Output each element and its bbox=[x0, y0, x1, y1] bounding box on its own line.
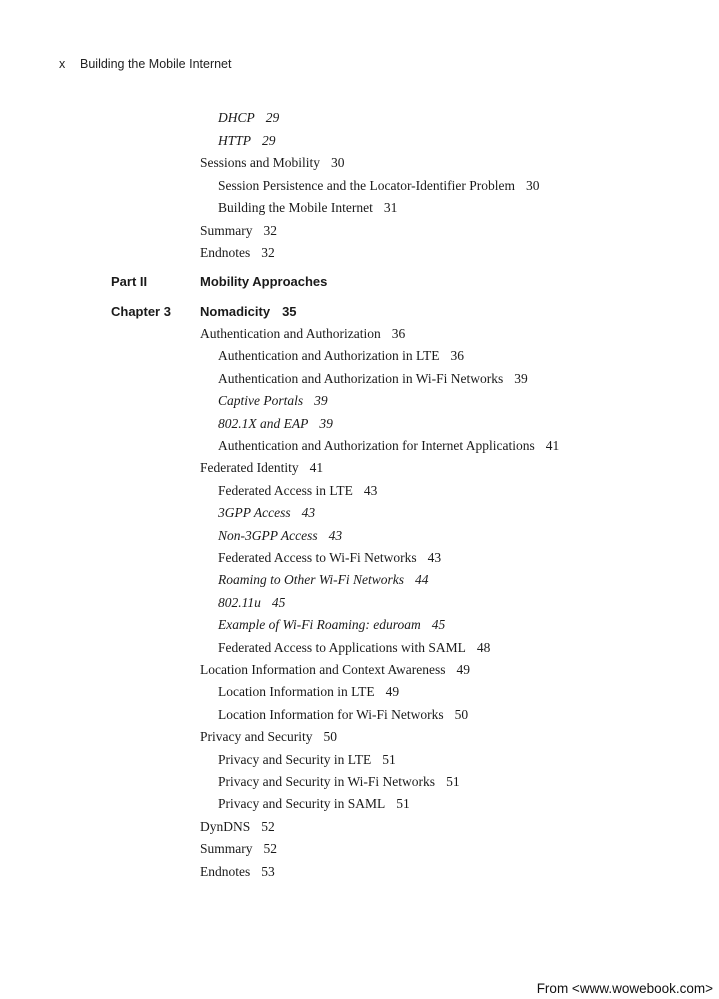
toc-entry-title: Building the Mobile Internet bbox=[218, 200, 373, 215]
toc-entry-title: Authentication and Authorization in Wi-Fi Networks bbox=[218, 370, 504, 386]
toc-entry-page: 30 bbox=[331, 155, 345, 170]
toc-entry[interactable] bbox=[218, 414, 333, 434]
chapter-label: Chapter 3 bbox=[111, 304, 171, 319]
page-number: x bbox=[59, 57, 66, 71]
part-title: Mobility Approaches bbox=[200, 274, 328, 289]
toc-entry-page: 44 bbox=[415, 572, 429, 588]
toc-entry-title: Endnotes bbox=[200, 863, 251, 879]
toc-entry[interactable] bbox=[218, 436, 559, 456]
toc-entry-title: Authentication and Authorization in LTE bbox=[218, 348, 440, 364]
toc-entry[interactable] bbox=[218, 772, 460, 792]
toc-entry-title: HTTP bbox=[218, 132, 252, 148]
toc-entry-page: 30 bbox=[526, 177, 540, 193]
toc-entry-title: Federated Access in LTE bbox=[218, 482, 353, 498]
toc-entry-title: Authentication and Authorization for Internet Applications bbox=[218, 438, 535, 453]
toc-entry-title: Sessions and Mobility bbox=[200, 155, 321, 170]
toc-entry-page: 45 bbox=[431, 617, 446, 633]
toc-entry[interactable] bbox=[200, 839, 277, 859]
toc-entry[interactable] bbox=[200, 153, 345, 173]
toc-entry[interactable] bbox=[200, 862, 275, 882]
toc-entry[interactable] bbox=[218, 548, 441, 568]
toc-entry[interactable] bbox=[218, 638, 490, 658]
toc-entry-page: 39 bbox=[314, 393, 328, 409]
toc-entry-title: 802.11u bbox=[218, 594, 261, 610]
book-title: Building the Mobile Internet bbox=[80, 57, 232, 71]
toc-entry-title: DynDNS bbox=[200, 818, 251, 834]
toc-entry-title: Session Persistence and the Locator-Identifier Problem bbox=[218, 177, 516, 193]
toc-entry[interactable] bbox=[218, 682, 399, 702]
toc-entry-title: 802.1X and EAP bbox=[218, 415, 309, 431]
toc-entry[interactable] bbox=[218, 131, 276, 151]
toc-entry-page: 29 bbox=[265, 110, 280, 125]
toc-entry[interactable] bbox=[218, 369, 528, 389]
toc-entry[interactable] bbox=[200, 817, 275, 837]
toc-entry-title: Federated Identity bbox=[200, 460, 299, 476]
toc-entry-page: 51 bbox=[396, 796, 410, 812]
toc-entry-page: 51 bbox=[446, 774, 460, 789]
toc-entry-page: 36 bbox=[450, 348, 464, 364]
toc-entry-page: 49 bbox=[456, 662, 470, 677]
toc-entry[interactable] bbox=[218, 503, 315, 523]
toc-entry[interactable] bbox=[200, 324, 405, 344]
toc-entry[interactable] bbox=[200, 221, 277, 241]
toc-entry-title: Location Information in LTE bbox=[218, 684, 375, 700]
toc-entry-title: Roaming to Other Wi-Fi Networks bbox=[218, 572, 404, 588]
toc-entry-title: Captive Portals bbox=[218, 393, 304, 409]
toc-entry-title: Federated Access to Applications with SAML bbox=[218, 639, 466, 655]
toc-entry-page: 41 bbox=[309, 460, 324, 476]
toc-entry[interactable] bbox=[218, 176, 540, 196]
toc-entry-page: 29 bbox=[262, 132, 276, 148]
toc-entry-title: Privacy and Security in Wi-Fi Networks bbox=[218, 774, 436, 789]
part-label: Part II bbox=[111, 274, 148, 289]
source-footer: From <www.wowebook.com> bbox=[536, 981, 713, 996]
toc-entry[interactable] bbox=[218, 108, 279, 128]
toc-entry-page: 32 bbox=[263, 222, 277, 238]
toc-entry-page: 39 bbox=[319, 415, 333, 431]
chapter-title: Nomadicity bbox=[200, 304, 271, 319]
toc-entry-page: 31 bbox=[383, 200, 398, 215]
toc-entry[interactable] bbox=[218, 198, 397, 218]
toc-entry[interactable] bbox=[218, 750, 396, 770]
toc-entry[interactable] bbox=[218, 346, 464, 366]
toc-entry-title: Privacy and Security bbox=[200, 729, 313, 745]
toc-entry-page: 51 bbox=[382, 751, 396, 767]
toc-entry[interactable] bbox=[218, 705, 468, 725]
toc-entry[interactable] bbox=[218, 526, 342, 546]
toc-entry-title: Privacy and Security in SAML bbox=[218, 796, 386, 812]
toc-entry[interactable] bbox=[200, 727, 337, 747]
toc-entry-page: 53 bbox=[261, 863, 275, 879]
running-header bbox=[59, 57, 231, 71]
toc-entry-page: 43 bbox=[427, 550, 442, 565]
toc-entry-page: 43 bbox=[363, 482, 378, 498]
toc-entry-page: 49 bbox=[385, 684, 400, 700]
toc-entry-title: 3GPP Access bbox=[218, 505, 291, 521]
toc-entry-title: Location Information for Wi-Fi Networks bbox=[218, 706, 444, 722]
toc-entry[interactable] bbox=[218, 615, 445, 635]
toc-entry[interactable] bbox=[218, 391, 328, 411]
toc-entry-title: Federated Access to Wi-Fi Networks bbox=[218, 550, 417, 565]
toc-entry-page: 36 bbox=[391, 326, 406, 341]
toc-entry-title: Summary bbox=[200, 841, 253, 857]
toc-entry-page: 43 bbox=[301, 505, 316, 521]
toc-entry-page: 41 bbox=[545, 438, 560, 453]
chapter-page: 35 bbox=[282, 304, 297, 319]
toc-entry-title: Summary bbox=[200, 222, 253, 238]
toc-entry[interactable] bbox=[200, 243, 275, 263]
toc-entry-page: 52 bbox=[261, 818, 275, 834]
toc-entry[interactable] bbox=[218, 481, 377, 501]
toc-entry[interactable] bbox=[218, 570, 429, 590]
toc-entry-page: 43 bbox=[328, 527, 343, 543]
toc-entry-title: Non-3GPP Access bbox=[218, 527, 318, 543]
toc-entry-page: 39 bbox=[514, 370, 528, 386]
toc-entry-page: 52 bbox=[263, 841, 277, 857]
toc-entry-title: Location Information and Context Awareness bbox=[200, 662, 446, 677]
toc-entry-title: Example of Wi-Fi Roaming: eduroam bbox=[218, 617, 421, 633]
toc-entry[interactable] bbox=[218, 794, 410, 814]
toc-entry-page: 48 bbox=[476, 639, 491, 655]
toc-entry-page: 32 bbox=[261, 245, 275, 260]
toc-entry[interactable] bbox=[200, 660, 470, 680]
toc-entry-page: 50 bbox=[454, 706, 469, 722]
toc-entry-page: 50 bbox=[323, 729, 337, 745]
toc-entry[interactable] bbox=[218, 593, 285, 613]
toc-entry-title: Authentication and Authorization bbox=[200, 326, 381, 341]
toc-entry-page: 45 bbox=[271, 594, 286, 610]
toc-entry-title: Endnotes bbox=[200, 245, 251, 260]
toc-entry-title: DHCP bbox=[218, 110, 255, 125]
toc-entry-title: Privacy and Security in LTE bbox=[218, 751, 372, 767]
chapter-heading[interactable] bbox=[200, 302, 297, 322]
toc-entry[interactable] bbox=[200, 458, 323, 478]
